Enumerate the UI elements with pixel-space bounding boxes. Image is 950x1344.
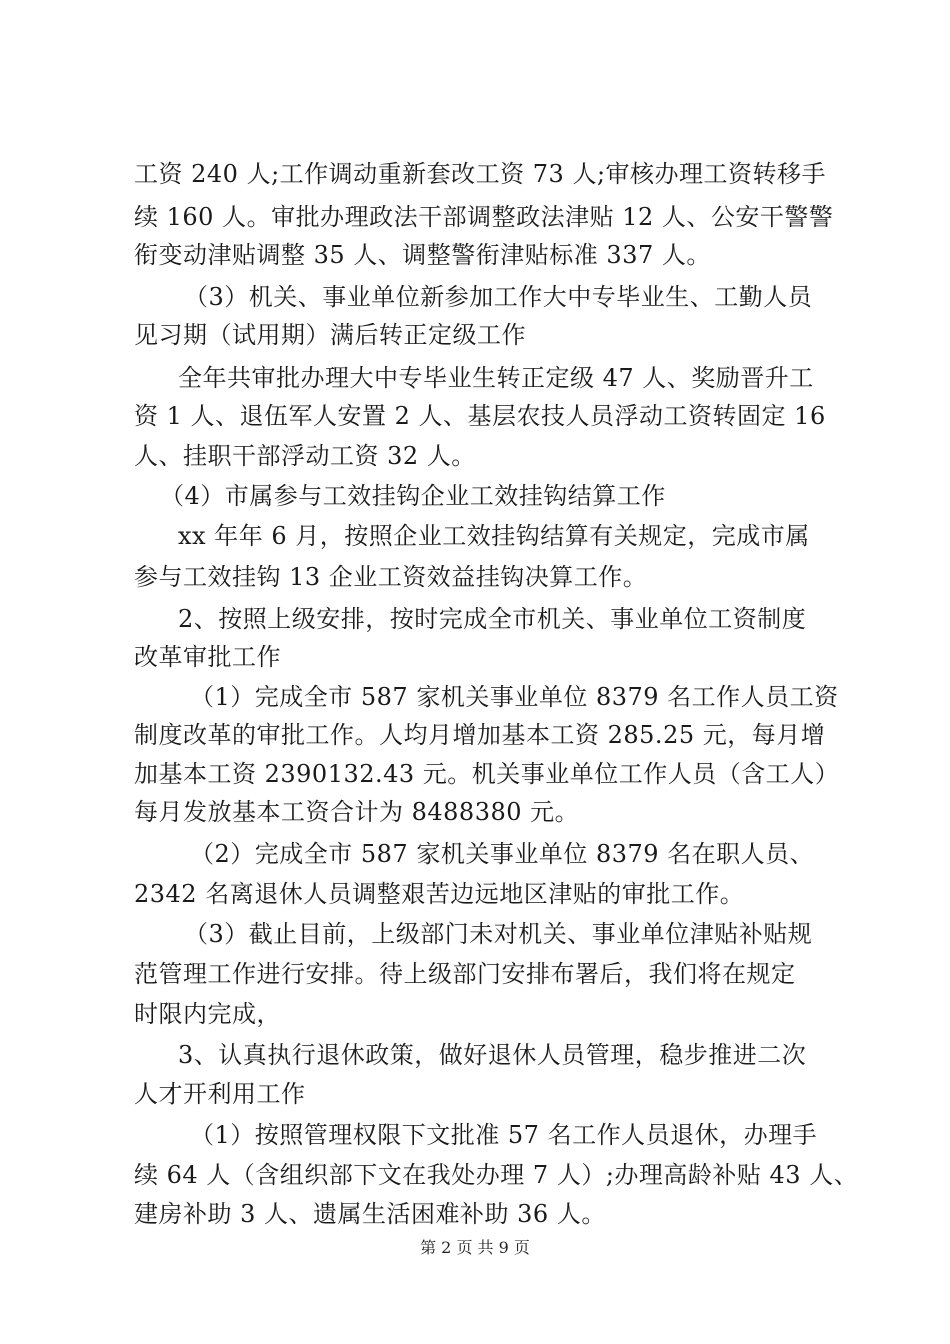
text-line: 工资 240 人;工作调动重新套改工资 73 人;审核办理工资转移手 <box>134 160 827 188</box>
text-line: 见习期（试用期）满后转正定级工作 <box>134 321 526 349</box>
text-line: 3、认真执行退休政策，做好退休人员管理，稳步推进二次 <box>178 1041 807 1069</box>
text-line: xx 年年 6 月，按照企业工效挂钩结算有关规定，完成市属 <box>178 522 810 550</box>
text-line: 2、按照上级安排，按时完成全市机关、事业单位工资制度 <box>178 605 807 633</box>
text-line: 续 160 人。审批办理政法干部调整政法津贴 12 人、公安干警警 <box>134 203 834 231</box>
text-line: （1）按照管理权限下文批准 57 名工作人员退休，办理手 <box>190 1121 818 1149</box>
text-line: 人、挂职干部浮动工资 32 人。 <box>134 442 476 470</box>
text-line: （3）机关、事业单位新参加工作大中专毕业生、工勤人员 <box>184 283 813 311</box>
text-line: （4）市属参与工效挂钩企业工效挂钩结算工作 <box>160 482 666 510</box>
page-footer: 第 2 页 共 9 页 <box>420 1238 530 1257</box>
text-line: 建房补助 3 人、遗属生活困难补助 36 人。 <box>134 1200 606 1228</box>
text-line: （1）完成全市 587 家机关事业单位 8379 名工作人员工资 <box>190 683 839 711</box>
text-line: 制度改革的审批工作。人均月增加基本工资 285.25 元，每月增 <box>134 721 826 749</box>
text-line: 加基本工资 2390132.43 元。机关事业单位工作人员（含工人） <box>134 760 840 788</box>
text-line: 改革审批工作 <box>134 643 281 671</box>
text-line: 范管理工作进行安排。待上级部门安排布署后，我们将在规定 <box>134 960 796 988</box>
text-line: 参与工效挂钩 13 企业工资效益挂钩决算工作。 <box>134 563 648 591</box>
text-line: 时限内完成， <box>134 1000 281 1028</box>
text-line: 每月发放基本工资合计为 8488380 元。 <box>134 798 580 826</box>
text-line: （2）完成全市 587 家机关事业单位 8379 名在职人员、 <box>190 840 815 868</box>
text-line: 全年共审批办理大中专毕业生转正定级 47 人、奖励晋升工 <box>178 364 814 392</box>
text-line: 资 1 人、退伍军人安置 2 人、基层农技人员浮动工资转固定 16 <box>134 402 826 430</box>
text-line: 人才开利用工作 <box>134 1080 306 1108</box>
text-line: 2342 名离退休人员调整艰苦边远地区津贴的审批工作。 <box>134 880 745 908</box>
text-line: （3）截止目前，上级部门未对机关、事业单位津贴补贴规 <box>184 920 813 948</box>
text-line: 续 64 人（含组织部下文在我处办理 7 人）;办理高龄补贴 43 人、 <box>134 1161 859 1189</box>
text-line: 衔变动津贴调整 35 人、调整警衔津贴标准 337 人。 <box>134 241 711 269</box>
